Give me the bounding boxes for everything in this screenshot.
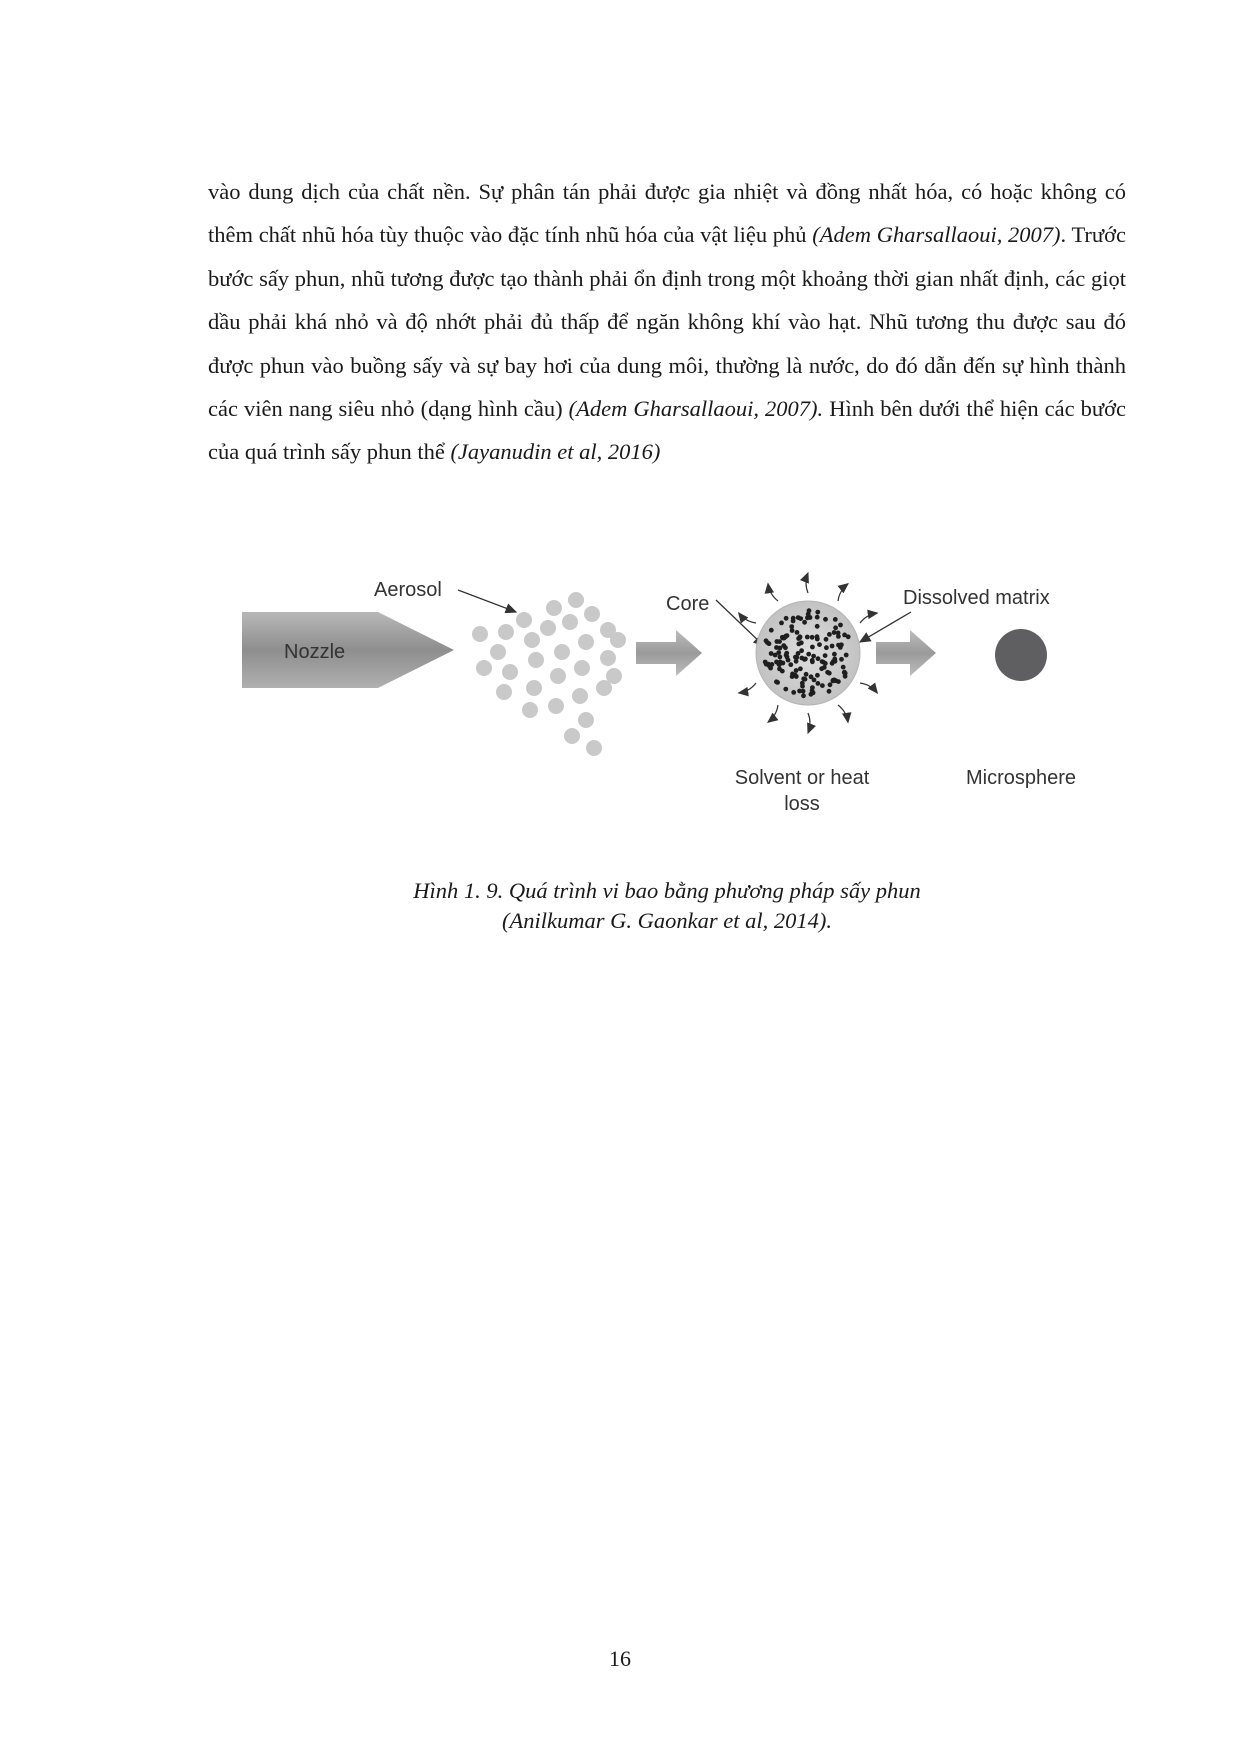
aerosol-droplet [586, 740, 602, 756]
aerosol-droplet [606, 668, 622, 684]
process-arrow-1 [636, 630, 702, 676]
core-dot [815, 673, 820, 678]
core-dot [767, 663, 772, 668]
aerosol-label: Aerosol [374, 579, 442, 601]
aerosol-droplet [498, 624, 514, 640]
core-dot [816, 656, 821, 661]
evaporation-arrow [860, 613, 877, 623]
caption-line-2: (Anilkumar G. Gaonkar et al, 2014). [502, 908, 832, 933]
core-dot [836, 679, 841, 684]
core-dot [825, 670, 830, 675]
core-dot [838, 623, 843, 628]
core-dot [783, 687, 788, 692]
core-dot [794, 655, 799, 660]
aerosol-droplet [526, 680, 542, 696]
aerosol-droplet [554, 644, 570, 660]
core-dot [774, 660, 779, 665]
core-dot [780, 669, 785, 674]
core-dot [801, 693, 806, 698]
core-dot [844, 653, 849, 658]
aerosol-droplet [528, 652, 544, 668]
core-dot [779, 621, 784, 626]
aerosol-droplet [572, 688, 588, 704]
aerosol-droplet [476, 660, 492, 676]
solvent-label-line2: loss [784, 793, 820, 815]
core-dot [806, 652, 811, 657]
core-dot [832, 657, 837, 662]
core-dot [833, 617, 838, 622]
aerosol-droplet [564, 728, 580, 744]
core-dot [842, 670, 847, 675]
core-dot [769, 651, 774, 656]
core-dot [798, 666, 803, 671]
core-dot [784, 653, 789, 658]
core-dot [824, 645, 829, 650]
core-dot [774, 645, 779, 650]
evaporation-arrow [838, 584, 848, 601]
aerosol-droplet [578, 712, 594, 728]
page-number: 16 [609, 1646, 631, 1671]
core-dot [830, 644, 835, 649]
aerosol-droplet [578, 634, 594, 650]
core-dot [831, 678, 836, 683]
core-dot [801, 689, 806, 694]
evaporation-arrow [860, 683, 877, 693]
core-dot [784, 616, 789, 621]
citation-text: (Adem Gharsallaoui, 2007). [568, 396, 824, 422]
evaporation-arrow [806, 573, 808, 593]
core-dot [804, 672, 809, 677]
core-dot [807, 608, 812, 613]
core-dot [796, 642, 801, 647]
core-dot [785, 633, 790, 638]
core-dot [824, 637, 829, 642]
core-dot [793, 673, 798, 678]
microsphere-label: Microsphere [965, 767, 1077, 789]
core-dot [823, 617, 828, 622]
core-dot [798, 634, 803, 639]
evaporation-arrow [768, 705, 778, 722]
core-dot [791, 690, 796, 695]
core-dot [800, 656, 805, 661]
core-dot [839, 657, 844, 662]
aerosol-droplet [490, 644, 506, 660]
core-dot [823, 653, 828, 658]
aerosol-droplet [472, 626, 488, 642]
core-dot [788, 662, 793, 667]
aerosol-droplet [550, 668, 566, 684]
core-dot [783, 645, 788, 650]
core-dot [794, 668, 799, 673]
aerosol-droplet [516, 612, 532, 628]
core-dot [805, 635, 810, 640]
figure-caption [208, 876, 1126, 936]
citation-text: (Adem Gharsallaoui, 2007) [812, 222, 1061, 248]
core-dot [839, 642, 844, 647]
aerosol-droplet [600, 650, 616, 666]
body-paragraph [208, 170, 1126, 474]
core-dot [827, 689, 832, 694]
core-dot [800, 684, 805, 689]
core-dot [815, 624, 820, 629]
core-dot [775, 680, 780, 685]
dissolved-matrix-label: Dissolved matrix [903, 587, 1050, 609]
core-dot [810, 645, 815, 650]
core-dot [791, 616, 796, 621]
solvent-label-line1: Solvent or heat [734, 767, 870, 789]
core-dot [815, 610, 820, 615]
core-dot [802, 620, 807, 625]
core-dot [809, 674, 814, 679]
core-dot [819, 666, 824, 671]
paragraph-text: vào dung dịch của chất nền. Sự phân tán phải được gia nhiệt và đồng nhất hóa, có hoặc không có thêm chất nhũ hóa tùy thuộc vào đặc tính nhũ hóa của vật liệu phủ [208, 179, 1126, 248]
evaporation-arrow [838, 705, 848, 722]
core-dot [832, 652, 837, 657]
spray-drying-figure [236, 560, 1116, 830]
core-dot [832, 630, 837, 635]
core-dot [769, 628, 774, 633]
aerosol-droplet [546, 600, 562, 616]
aerosol-droplet [496, 684, 512, 700]
core-dot [781, 661, 786, 666]
paragraph-text: . Trước bước sấy phun, nhũ tương được tạo thành phải ổn định trong một khoảng thời gian nhất định, các giọt dầu phải khá nhỏ và độ nhớt phải đủ thấp để ngăn không khí vào hạt. Nhũ tương thu được sau đó được phun vào buồng sấy và sự bay hơi của dung môi, thường là nước, do đó dẫn đến sự hình thành các viên nang siêu nhỏ (dạng hình cầu) [208, 222, 1127, 422]
aerosol-droplets [472, 592, 626, 756]
nozzle-shape [242, 612, 454, 688]
core-dot [828, 682, 833, 687]
core-dot [816, 681, 821, 686]
microsphere-shape [995, 629, 1047, 681]
core-dot [790, 628, 795, 633]
core-dot [764, 638, 769, 643]
aerosol-pointer [458, 590, 516, 612]
caption-line-1: Hình 1. 9. Quá trình vi bao bằng phương pháp sấy phun [413, 878, 921, 903]
core-dot [836, 634, 841, 639]
aerosol-droplet [524, 632, 540, 648]
core-dot [815, 615, 820, 620]
aerosol-droplet [502, 664, 518, 680]
core-dot [798, 616, 803, 621]
core-dot [795, 630, 800, 635]
spray-drying-diagram [236, 560, 1116, 830]
core-dot [810, 658, 815, 663]
core-dot [811, 654, 816, 659]
core-dot [810, 635, 815, 640]
citation-text: (Jayanudin et al, 2016) [450, 439, 661, 465]
core-dot [841, 665, 846, 670]
core-dot [817, 642, 822, 647]
core-dot [842, 633, 847, 638]
nozzle-label: Nozzle [284, 641, 346, 663]
core-dot [843, 674, 848, 679]
core-pointer [716, 600, 764, 646]
aerosol-droplet [562, 614, 578, 630]
aerosol-droplet [568, 592, 584, 608]
core-dot [763, 660, 768, 665]
aerosol-droplet [540, 620, 556, 636]
core-dot [801, 676, 806, 681]
aerosol-droplet [522, 702, 538, 718]
aerosol-droplet [574, 660, 590, 676]
core-dot [776, 650, 781, 655]
process-arrow-2 [876, 630, 936, 676]
core-dot [827, 632, 832, 637]
core-label: Core [666, 593, 710, 615]
core-dot [810, 685, 815, 690]
evaporation-arrow [739, 683, 756, 693]
core-dot [815, 634, 820, 639]
core-dot [833, 625, 838, 630]
evaporation-arrow [739, 613, 756, 623]
core-dot [820, 683, 825, 688]
evaporation-arrow [808, 713, 810, 733]
evaporation-arrow [768, 584, 778, 601]
core-dot [775, 639, 780, 644]
paragraph-text: Hình bên dưới thể hiện các bước của quá trình sấy phun thể [208, 396, 1126, 465]
aerosol-droplet [610, 632, 626, 648]
aerosol-droplet [584, 606, 600, 622]
core-dot [820, 659, 825, 664]
core-dot [778, 655, 783, 660]
aerosol-droplet [548, 698, 564, 714]
